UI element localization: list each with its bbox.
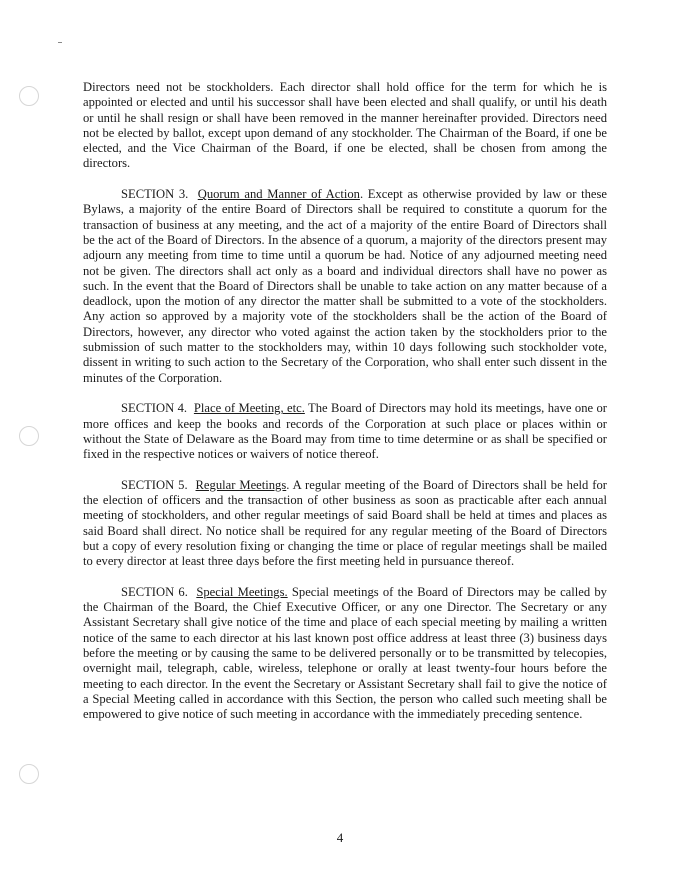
punch-hole-bottom bbox=[19, 764, 39, 784]
section-6-body: Special meetings of the Board of Directors may be called by the Chairman of the Board, the Chief Executive Officer, or any one Director. The Secretary or any Assistant Secretary shall give notice of the time and place of each special meeting by mailing a written notice of the same to each director at his last known post office address at least three (3) business days before the meeting or by causing the same to be delivered personally or to be transmitted by telecopies, overnight mail, telegraph, cable, wireless, telephone or orally at least twenty-four hours before the meeting to each director. In the event the Secretary or Assistant Secretary shall fail to give the notice of a Special Meeting called in accordance with this Section, the person who called such meeting shall be empowered to give notice of such meeting in accordance with the immediately preceding sentence. bbox=[83, 584, 607, 722]
section-3 bbox=[83, 187, 607, 386]
punch-hole-middle bbox=[19, 426, 39, 446]
section-4-heading: Place of Meeting, etc. bbox=[193, 401, 305, 416]
page-number: 4 bbox=[336, 830, 344, 845]
section-3-body: . Except as otherwise provided by law or these Bylaws, a majority of the entire Board of Directors shall be required to constitute a quorum for the transaction of business at any meeting, and the act of a majority of the entire Board of Directors shall be the act of the Board of Directors. In the absence of a quorum, a majority of the directors present may adjourn any meeting from time to time until a quorum be had. Notice of any adjourned meeting need not be given. The directors shall act only as a board and individual directors shall have no power as such. In the event that the Board of Directors shall be unable to take action on any matter because of a deadlock, upon the motion of any director the matter shall be submitted to a vote of the stockholders. Any action so approved by a majority vote of the stockholders shall be the action of the Board of Directors, however, any director who voted against the action taken by the stockholders prior to the submission of such matter to the stockholders may, within 10 days following such stockholder vote, dissent in writing to such action to the Secretary of the Corporation, who shall enter such dissent in the minutes of the Corporation. bbox=[83, 187, 608, 385]
section-5-label: SECTION 5. bbox=[121, 477, 188, 492]
section-4-body: The Board of Directors may hold its meetings, have one or more offices and keep the books and records of the Corporation at such place or places within or without the State of Delaware as the Board may from time to time determine or as shall be specified or fixed in the respective notices or waivers of notice thereof. bbox=[83, 401, 607, 462]
section-3-heading: Quorum and Manner of Action bbox=[197, 187, 360, 202]
document-body bbox=[83, 80, 607, 738]
paragraph-directors: Directors need not be stockholders. Each director shall hold office for the term for which he is appointed or elected and until his successor shall have been elected and shall qualify, or until his death or until he shall resign or shall have been removed in the manner hereinafter provided. Directors need not be elected by ballot, except upon demand of any stockholder. The Chairman of the Board, if one be elected, and the Vice Chairman of the Board, if one be elected, shall be chosen from among the directors. bbox=[83, 80, 607, 171]
section-5-body: . A regular meeting of the Board of Directors shall be held for the election of officers and the transaction of other business as soon as practicable after each annual meeting of stockholders, and other regular meetings of said Board shall be held at times and places as said Board shall direct. No notice shall be required for any regular meeting of the Board of Directors but a copy of every resolution fixing or changing the time or place of regular meetings shall be mailed to every director at least three days before the first meeting held in pursuance thereof. bbox=[83, 477, 607, 569]
section-4 bbox=[83, 401, 607, 462]
section-5 bbox=[83, 478, 607, 570]
section-4-label: SECTION 4. bbox=[121, 401, 188, 416]
section-6-label: SECTION 6. bbox=[121, 584, 188, 599]
scan-mark bbox=[58, 42, 62, 43]
section-3-label: SECTION 3. bbox=[121, 187, 189, 202]
section-6 bbox=[83, 585, 607, 723]
punch-hole-top bbox=[19, 86, 39, 106]
section-6-heading: Special Meetings. bbox=[196, 584, 288, 599]
section-5-heading: Regular Meetings bbox=[195, 477, 287, 492]
